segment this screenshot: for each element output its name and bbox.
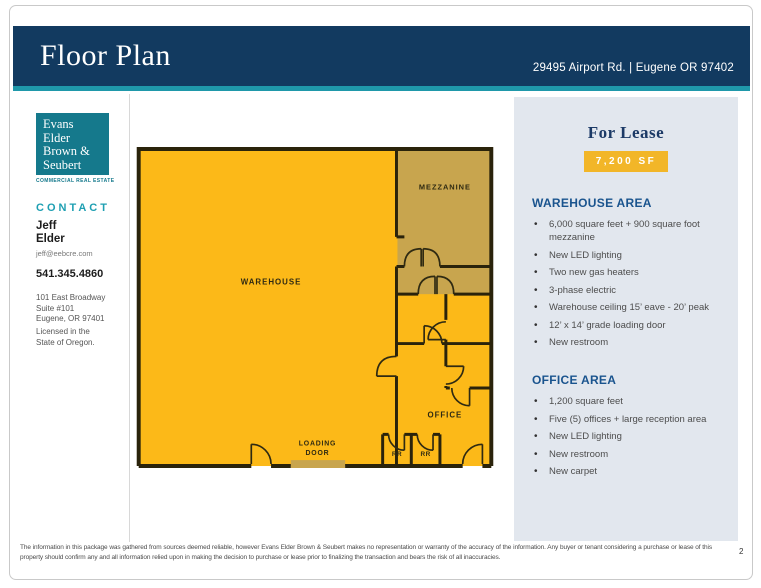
contact-heading: CONTACT	[36, 202, 110, 214]
mezzanine-label: MEZZANINE	[418, 182, 471, 192]
contact-name	[36, 220, 65, 246]
office-bullet-list	[532, 395, 728, 478]
loading-door-opening	[291, 460, 345, 468]
flyer-page	[9, 5, 753, 580]
sidebar-divider	[129, 94, 130, 542]
list-item: • Warehouse ceiling 15’ eave - 20’ peak	[532, 301, 728, 314]
list-item: • Five (5) offices + large reception area	[532, 413, 728, 426]
restroom1-label: RR	[391, 451, 403, 459]
contact-address	[36, 293, 105, 325]
list-item: • Two new gas heaters	[532, 266, 728, 279]
logo-line: Seubert	[43, 157, 82, 172]
address-line: Eugene, OR 97401	[36, 314, 105, 323]
office-label: OFFICE	[427, 410, 463, 420]
contact-phone: 541.345.4860	[36, 268, 104, 280]
office-area-heading: OFFICE AREA	[532, 373, 617, 387]
license-line: Licensed in the	[36, 327, 90, 336]
list-item: • New restroom	[532, 336, 728, 349]
size-badge: 7,200 SF	[584, 151, 668, 172]
list-item: • 12’ x 14’ grade loading door	[532, 319, 728, 332]
license-note	[36, 327, 95, 348]
teal-accent-strip	[13, 86, 750, 91]
logo-line: Evans	[43, 117, 74, 131]
property-address: 29495 Airport Rd. | Eugene OR 97402	[532, 62, 734, 74]
loading-door-label-line1: LOADING	[298, 440, 337, 448]
list-item: • 6,000 square feet + 900 square foot mezzanine	[532, 218, 728, 244]
floor-plan-drawing	[135, 147, 495, 468]
logo-tagline: COMMERCIAL REAL ESTATE	[36, 178, 115, 184]
loading-door-label-line2: DOOR	[305, 450, 330, 458]
list-item: • 3-phase electric	[532, 284, 728, 297]
list-item: • New LED lighting	[532, 430, 728, 443]
list-item: • New LED lighting	[532, 249, 728, 262]
page-title: Floor Plan	[40, 39, 171, 72]
list-item: • New restroom	[532, 448, 728, 461]
warehouse-label: WAREHOUSE	[240, 277, 302, 287]
list-item: • New carpet	[532, 465, 728, 478]
floor-plan-svg	[135, 147, 495, 468]
address-line: Suite #101	[36, 303, 75, 313]
logo-line: Brown &	[43, 144, 90, 158]
warehouse-bullet-list	[532, 218, 728, 349]
mezzanine-floor	[397, 150, 491, 294]
page-number: 2	[739, 547, 744, 556]
disclaimer-text: The information in this package was gathered from sources deemed reliable, however Evans Elder Brown & Seubert makes no representation or warranty of the accuracy of the information. Any buyer or tenant considering a purchase or lease of this property should confirm any and all information relied upon in making the decision to purchase or lease prior to finalizing the transaction and bears the risk of all inaccuracies.	[20, 544, 712, 561]
warehouse-area-heading: WAREHOUSE AREA	[532, 196, 652, 210]
contact-first-name: Jeff	[36, 220, 57, 232]
list-item: • 1,200 square feet	[532, 395, 728, 408]
company-logo	[36, 113, 109, 175]
license-line: State of Oregon.	[36, 337, 95, 347]
details-panel	[514, 97, 738, 541]
header-band	[13, 26, 750, 86]
contact-last-name: Elder	[36, 233, 65, 245]
logo-line: Elder	[43, 130, 71, 145]
address-line: 101 East Broadway	[36, 293, 106, 302]
contact-email-link[interactable]: jeff@eebcre.com	[36, 249, 93, 258]
for-lease-heading: For Lease	[587, 123, 665, 142]
restroom2-label: RR	[420, 451, 431, 459]
panel-sections	[514, 196, 738, 478]
